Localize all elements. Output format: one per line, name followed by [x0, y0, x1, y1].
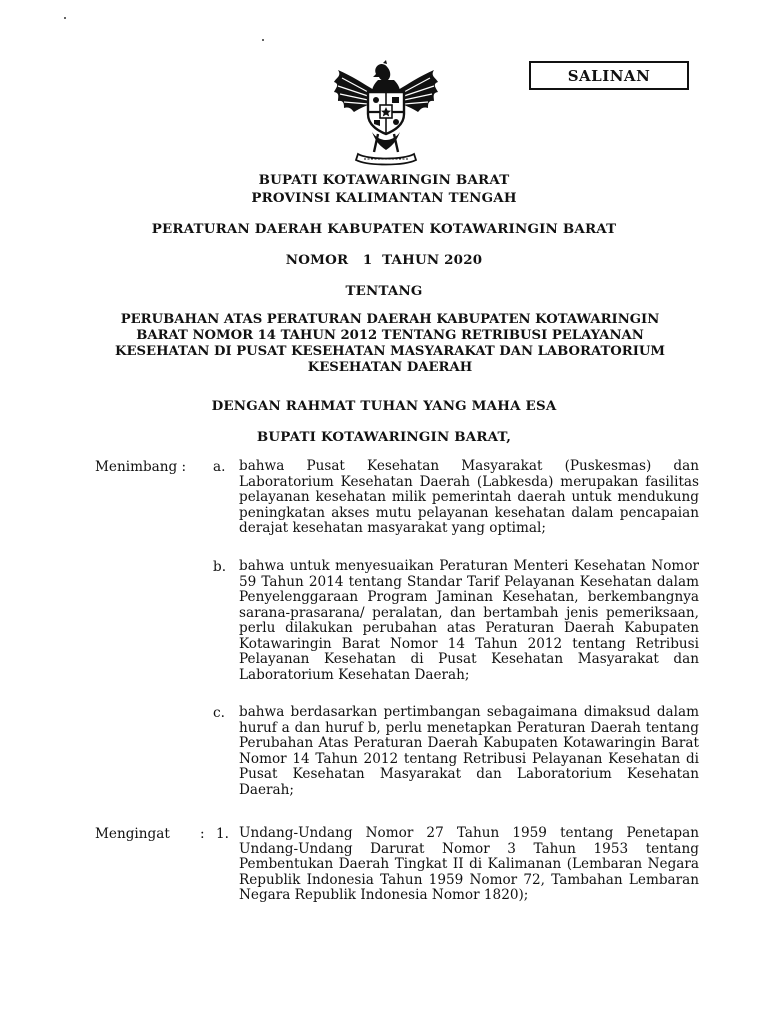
menimbang-item-letter: a. [213, 459, 226, 475]
mengingat-colon: : [200, 826, 205, 842]
mengingat-item-text: Undang-Undang Nomor 27 Tahun 1959 tentang Penetapan Undang-Undang Darurat Nomor 3 Tahun 1953 tentang Pembentukan Daerah Tingkat II di Kalimanan (Lembaran Negara Republik Indonesia Tahun 1959 Nomor 72, Tambahan Lembaran Negara Republik Indonesia Nomor 1820); [239, 825, 699, 903]
menimbang-item-text: bahwa berdasarkan pertimbangan sebagaimana dimaksud dalam huruf a dan huruf b, perlu menetapkan Peraturan Daerah tentang Perubahan Atas Peraturan Daerah Kabupaten Kotawaringin Barat Nomor 14 Tahun 2012 tentang Retribusi Pelayanan Kesehatan di Pusat Kesehatan Masyarakat dan Laboratorium Kesehatan Daerah; [239, 704, 699, 798]
regulation-number: NOMOR 1 TAHUN 2020 [285, 252, 483, 268]
scan-speck [262, 39, 264, 41]
menimbang-label: Menimbang : [95, 459, 187, 475]
regulation-subject: PERUBAHAN ATAS PERATURAN DAERAH KABUPATEN KOTAWARINGIN BARAT NOMOR 14 TAHUN 2012 TENTANG RETRIBUSI PELAYANAN KESEHATAN DI PUSAT KESEHATAN MASYARAKAT DAN LABORATORIUM KESEHATAN DAERAH [115, 312, 665, 375]
salinan-stamp: SALINAN [529, 61, 689, 90]
mengingat-label: Mengingat [95, 826, 170, 842]
authority-line: BUPATI KOTAWARINGIN BARAT, [256, 429, 512, 445]
blessing-line: DENGAN RAHMAT TUHAN YANG MAHA ESA [211, 398, 557, 414]
garuda-emblem-icon [328, 60, 444, 170]
header-title-line2: PROVINSI KALIMANTAN TENGAH [251, 190, 517, 206]
menimbang-item-letter: c. [213, 705, 225, 721]
scan-speck [64, 17, 66, 19]
about-label: TENTANG [345, 283, 423, 299]
menimbang-item-text: bahwa Pusat Kesehatan Masyarakat (Puskesmas) dan Laboratorium Kesehatan Daerah (Labkesda) merupakan fasilitas pelayanan kesehatan milik pemerintah daerah untuk mendukung peningkatan akses mutu pelayanan kesehatan dalam pencapaian derajat kesehatan masyarakat yang optimal; [239, 458, 699, 536]
header-title-line1: BUPATI KOTAWARINGIN BARAT [258, 172, 510, 188]
menimbang-item-letter: b. [213, 559, 227, 575]
regulation-title: PERATURAN DAERAH KABUPATEN KOTAWARINGIN BARAT [151, 221, 617, 237]
mengingat-item-number: 1. [216, 826, 229, 842]
menimbang-item-text: bahwa untuk menyesuaikan Peraturan Menteri Kesehatan Nomor 59 Tahun 2014 tentang Standar Tarif Pelayanan Kesehatan dalam Penyelenggaraan Program Jaminan Kesehatan, berkembangnya sarana-prasarana/ peralatan, dan bertambah jenis pemeriksaan, perlu dilakukan perubahan atas Peraturan Daerah Kabupaten Kotawaringin Barat Nomor 14 Tahun 2012 tentang Retribusi Pelayanan Kesehatan di Pusat Kesehatan Masyarakat dan Laboratorium Kesehatan Daerah; [239, 558, 699, 683]
